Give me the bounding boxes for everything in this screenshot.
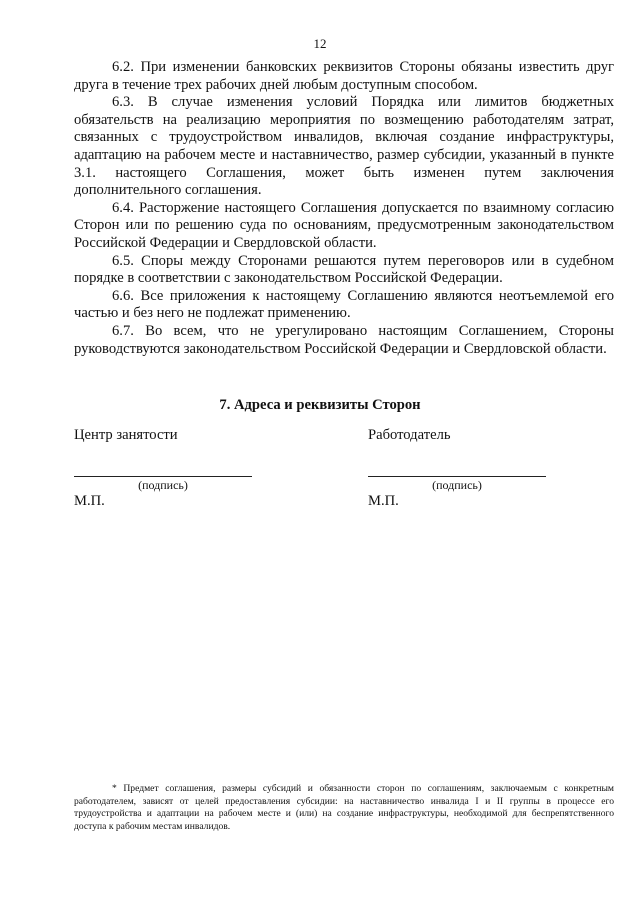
signature-block-employer xyxy=(368,425,546,510)
agreement-body xyxy=(74,59,614,358)
stamp-label: М.П. xyxy=(74,493,105,509)
page-number: 12 xyxy=(313,36,327,51)
footnote xyxy=(74,783,614,833)
section-heading: 7. Адреса и реквизиты Сторон xyxy=(219,397,421,413)
stamp-label: М.П. xyxy=(368,493,399,509)
signature-line xyxy=(74,476,252,477)
clause-6-5: 6.5. Споры между Сторонами решаются путем переговоров или в судебном порядке в соответствии с законодательством Российской Федерации. xyxy=(74,252,614,287)
clause-6-4: 6.4. Расторжение настоящего Соглашения допускается по взаимному согласию Сторон или по решению суда по основаниям, предусмотренным законодательством Российской Федерации и Свердловской области. xyxy=(74,199,614,251)
signature-caption: (подпись) xyxy=(138,478,188,492)
signature-caption: (подпись) xyxy=(432,478,482,492)
party-name: Работодатель xyxy=(368,427,451,443)
clause-6-2: 6.2. При изменении банковских реквизитов Стороны обязаны известить друг друга в течение трех рабочих дней любым доступным способом. xyxy=(74,59,614,93)
signature-block-employment-center xyxy=(74,425,252,510)
party-name: Центр занятости xyxy=(74,427,178,443)
footnote-text: * Предмет соглашения, размеры субсидий и обязанности сторон по соглашениям, заключаемым с конкретным работодателем, зависят от целей предоставления субсидии: на наставничество инвалида I и II группы в процессе его трудоустройства и адаптации на рабочем месте и (или) на создание инфраструктуры, необходимой для беспрепятственного доступа к рабочим местам инвалидов. xyxy=(74,783,614,832)
clause-6-3: 6.3. В случае изменения условий Порядка или лимитов бюджетных обязательств на реализацию мероприятия по возмещению работодателям затрат, связанных с трудоустройством инвалидов, включая создание инфраструктуры, адаптацию на рабочем месте и наставничество, размер субсидии, указанный в пункте 3.1. настоящего Соглашения, может быть изменен путем заключения дополнительного соглашения. xyxy=(74,94,614,199)
signature-line xyxy=(368,476,546,477)
clause-6-7: 6.7. Во всем, что не урегулировано настоящим Соглашением, Стороны руководствуются законодательством Российской Федерации и Свердловской области. xyxy=(74,322,614,357)
clause-6-6: 6.6. Все приложения к настоящему Соглашению являются неотъемлемой его частью и без него не подлежат применению. xyxy=(74,287,614,322)
